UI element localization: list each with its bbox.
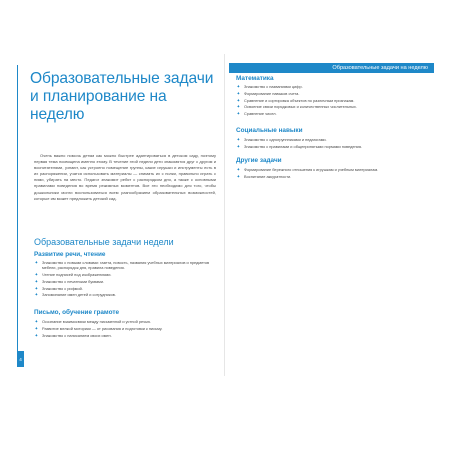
bullet-icon: ✦ xyxy=(34,332,39,338)
bullet-icon: ✦ xyxy=(34,278,39,284)
list-speech-reading xyxy=(34,260,216,299)
page-title: Образовательные задачи и планирование на неделю xyxy=(30,70,214,123)
list-item: ✦ Знакомство с названиями цифр. xyxy=(236,84,303,89)
bullet-icon: ✦ xyxy=(34,272,39,277)
heading-speech-reading: Развитие речи, чтение xyxy=(34,251,106,258)
list-item: ✦ Формирование бережного отношения к игрушкам и учебным материалам. xyxy=(236,167,379,172)
section-title-week-tasks: Образовательные задачи недели xyxy=(34,237,174,247)
bullet-icon: ✦ xyxy=(34,260,39,265)
bullet-icon: ✦ xyxy=(236,97,241,103)
bullet-icon: ✦ xyxy=(34,319,39,324)
intro-paragraph: Очень важно помочь детям как можно быстрее адаптироваться в детском саду, поэтому первая тема посвящена именно этому. В течение этой недели дети знакомятся друг с другом и воспитателями, узнают, как устроено помещение группы, какие игрушки и инструменты есть в их распоряжении, учатся использовать материалы — снимать их с полки, правильно играть с ними, убирать на место. Педагог знакомит ребят с распорядком дня, а также с основными правилами поведения во время режимных моментов. Все это необходимо для того, чтобы дошкольники могли воспользоваться всем разнообразием образовательных возможностей, которые им может предложить детский сад. xyxy=(34,153,216,201)
list-item: ✦ Знакомство с правилами и общепринятыми нормами поведения. xyxy=(236,143,363,149)
list-item: ✦ Знакомство с печатными буквами. xyxy=(34,278,105,284)
bullet-icon: ✦ xyxy=(236,90,241,96)
list-item: ✦ Знакомство с написанием своих имен. xyxy=(34,332,112,338)
list-item: ✦ Воспитание аккуратности. xyxy=(236,173,292,179)
list-math xyxy=(236,84,431,118)
list-other-tasks xyxy=(236,167,416,181)
bullet-icon: ✦ xyxy=(34,325,39,331)
left-margin-rule xyxy=(17,65,18,367)
heading-writing-literacy: Письмо, обучение грамоте xyxy=(34,309,119,316)
list-writing-literacy xyxy=(34,319,216,339)
list-item: ✦ Запоминание имен детей и сотрудников. xyxy=(34,292,116,298)
bullet-icon: ✦ xyxy=(236,111,241,117)
list-item: ✦ Знакомство с рифмой. xyxy=(34,285,83,291)
list-item: ✦ Освоение связи порядковых и количественных числительных. xyxy=(236,104,357,110)
running-header-title: Образовательные задачи на неделю xyxy=(332,65,428,71)
list-item: ✦ Осознание взаимосвязи между письменной и устной речью. xyxy=(34,319,152,324)
list-social-skills xyxy=(236,137,431,151)
bullet-icon: ✦ xyxy=(236,167,241,172)
bullet-icon: ✦ xyxy=(236,104,241,110)
page-number: 4 xyxy=(19,356,22,362)
list-item: ✦ Сравнение чисел. xyxy=(236,111,277,117)
bullet-icon: ✦ xyxy=(34,285,39,291)
bullet-icon: ✦ xyxy=(34,292,39,298)
heading-math: Математика xyxy=(236,75,274,82)
list-item: ✦ Чтение подписей под изображениями. xyxy=(34,272,112,277)
bullet-icon: ✦ xyxy=(236,84,241,89)
bullet-icon: ✦ xyxy=(236,137,241,142)
list-item: ✦ Развитие мелкой моторики — от рисования и подготовки к письму. xyxy=(34,325,163,331)
list-item: ✦ Формирование навыков счета. xyxy=(236,90,300,96)
list-item: ✦ Знакомство с одногруппниками и педагогами. xyxy=(236,137,327,142)
book-spine xyxy=(224,54,225,376)
list-item: ✦ Сравнение и сортировка объектов по различным признакам. xyxy=(236,97,355,103)
bullet-icon: ✦ xyxy=(236,173,241,179)
running-header-band xyxy=(229,63,434,73)
page-number-tab xyxy=(17,351,24,367)
heading-other-tasks: Другие задачи xyxy=(236,157,282,164)
bullet-icon: ✦ xyxy=(236,143,241,149)
heading-social-skills: Социальные навыки xyxy=(236,127,303,134)
list-item: ✦ Знакомство с новыми словами: газета, новость, названия учебных материалов и предметов мебели, распорядок дня, правила поведения. xyxy=(34,260,210,271)
